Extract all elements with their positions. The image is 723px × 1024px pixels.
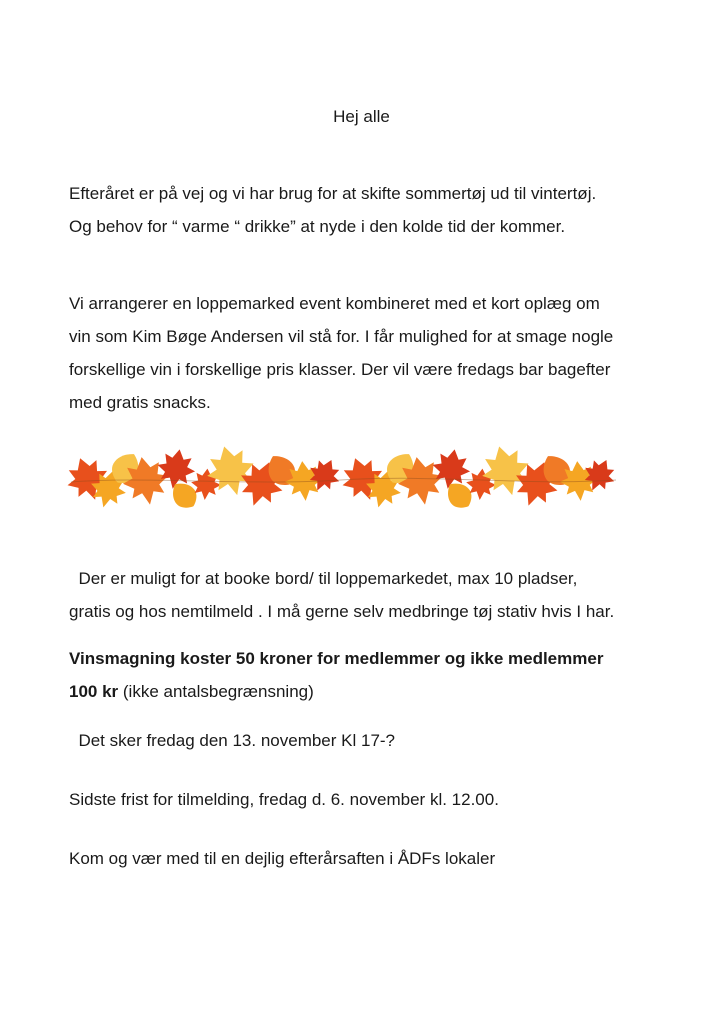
closing-line: Kom og vær med til en dejlig efterårsaften i ÅDFs lokaler <box>69 849 496 868</box>
booking-paragraph <box>69 562 669 628</box>
event-paragraph <box>69 287 669 419</box>
price-paragraph <box>69 642 669 708</box>
price-note: (ikke antalsbegrænsning) <box>118 682 314 701</box>
event-line: med gratis snacks. <box>69 393 211 412</box>
intro-line: Og behov for “ varme “ drikke” at nyde i den kolde tid der kommer. <box>69 217 566 236</box>
deadline-line: Sidste frist for tilmelding, fredag d. 6. november kl. 12.00. <box>69 790 499 809</box>
event-line: Vi arrangerer en loppemarked event kombineret med et kort oplæg om <box>69 294 600 313</box>
price-bold-amount: 100 kr <box>69 682 119 701</box>
booking-line: Der er muligt for at booke bord/ til loppemarkedet, max 10 pladser, <box>69 569 578 588</box>
price-line-2 <box>69 675 669 708</box>
event-line: forskellige vin i forskellige pris klasser. Der vil være fredags bar bagefter <box>69 360 611 379</box>
intro-line: Efteråret er på vej og vi har brug for at skifte sommertøj ud til vintertøj. <box>69 184 597 203</box>
autumn-leaves-garland-icon <box>66 440 621 515</box>
date-line: Det sker fredag den 13. november Kl 17-? <box>69 731 396 750</box>
intro-paragraph <box>69 177 669 243</box>
event-line: vin som Kim Bøge Andersen vil stå for. I får mulighed for at smage nogle <box>69 327 614 346</box>
price-bold-line: Vinsmagning koster 50 kroner for medlemmer og ikke medlemmer <box>69 649 604 668</box>
greeting: Hej alle <box>333 107 390 126</box>
booking-line: gratis og hos nemtilmeld . I må gerne selv medbringe tøj stativ hvis I har. <box>69 602 615 621</box>
